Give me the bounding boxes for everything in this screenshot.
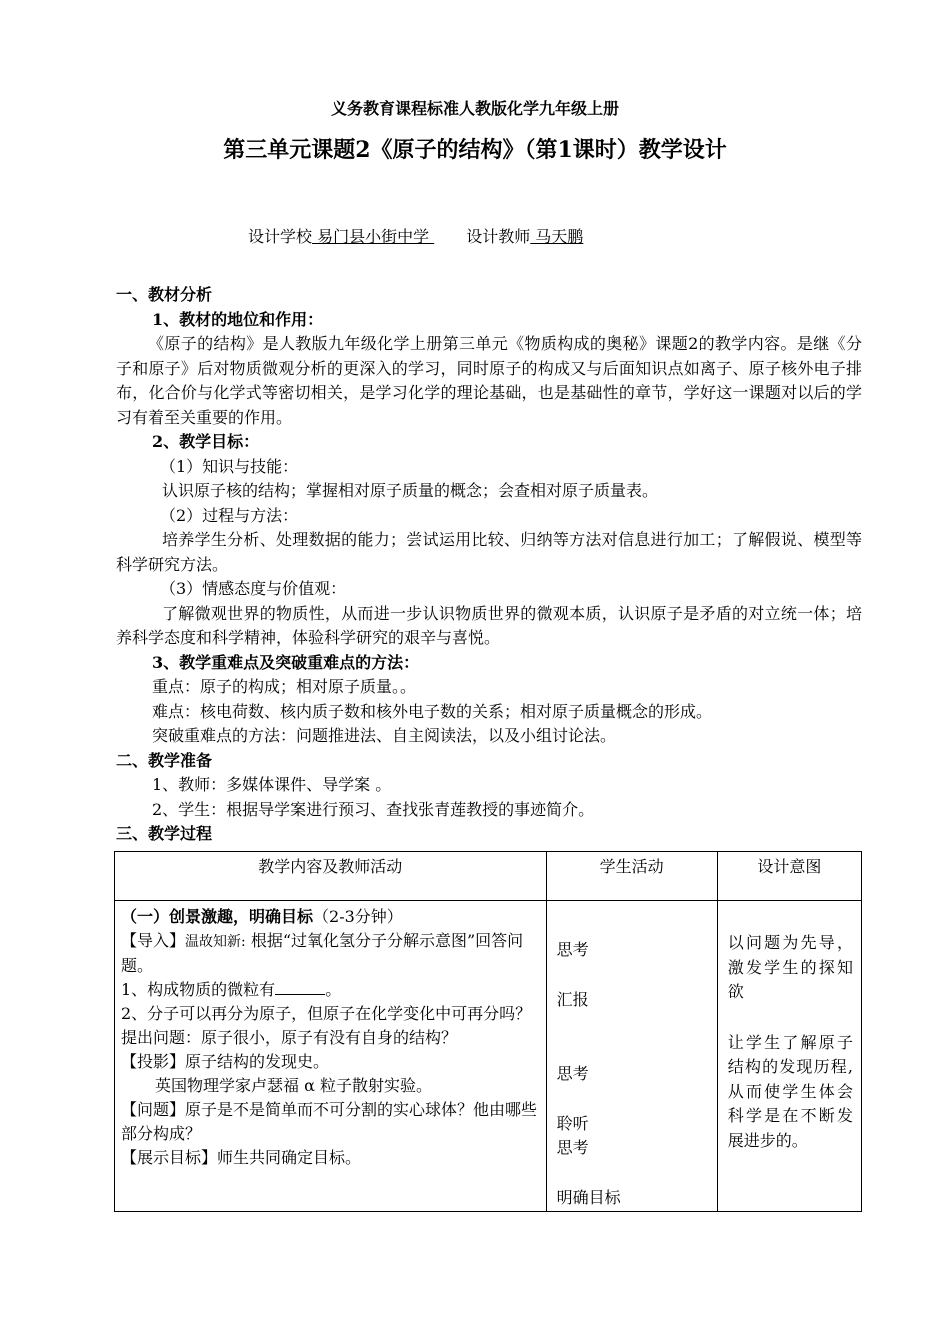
student-activity: 汇报 bbox=[556, 990, 589, 1009]
content-line: 1、构成物质的微粒有 bbox=[121, 980, 276, 999]
student-activity: 聆听 bbox=[556, 1114, 589, 1133]
school-name: 易门县小街中学 bbox=[312, 227, 435, 246]
school-label: 设计学校 bbox=[248, 227, 313, 246]
student-activity: 思考 bbox=[556, 1064, 589, 1083]
subsection-heading: 2、教学目标： bbox=[152, 432, 260, 451]
teacher-name: 马天鹏 bbox=[530, 227, 584, 246]
column-header: 设计意图 bbox=[717, 852, 861, 901]
process-table bbox=[114, 851, 862, 1212]
method-text: 突破重难点的方法：问题推进法、自主阅读法，以及小组讨论法。 bbox=[152, 726, 617, 745]
objective-text: 了解微观世界的物质性，从而进一步认识物质世界的微观本质，认识原子是矛盾的对立统一体；培养科学态度和科学精神，体验科学研究的艰辛与喜悦。 bbox=[116, 603, 862, 647]
subsection-heading: 3、教学重难点及突破重难点的方法： bbox=[152, 652, 420, 672]
document-subtitle: 义务教育课程标准人教版化学九年级上册 bbox=[330, 99, 619, 118]
column-header: 教学内容及教师活动 bbox=[115, 852, 547, 901]
student-activity-cell bbox=[546, 901, 717, 1212]
tag-note: 温故知新: bbox=[185, 934, 246, 950]
objective-label: （1）知识与技能： bbox=[160, 456, 299, 476]
student-activity: 思考 bbox=[556, 1138, 589, 1157]
teacher-activity-cell: （一）创景激趣，明确目标（2-3分钟） 【导入】温故知新: 根据“过氧化氢分子分解示意图”回答问题。 1、构成物质的微粒有 。 2、分子可以再分为原子，但原子在化学变化中可再分吗？ 提出问题：原子很小，原子有没有自身的结构？ 【投影】原子结构的发现史。 英国物理学家卢瑟福 α 粒子散射实验。 【问题】原子是不是简单而不可分割的实心球体？他由哪些部分构成？ 【展示目标】师生共同确定目标。 bbox=[115, 901, 547, 1212]
content-line: 提出问题：原子很小，原子有没有自身的结构？ bbox=[121, 1028, 458, 1047]
objective-text: 培养学生分析、处理数据的能力；尝试运用比较、归纳等方法对信息进行加工；了解假说、模型等科学研究方法。 bbox=[116, 530, 862, 574]
document-title: 第三单元课题2《原子的结构》（第1课时）教学设计 bbox=[223, 137, 727, 163]
content-line: 英国物理学家卢瑟福 α 粒子散射实验。 bbox=[155, 1076, 432, 1095]
section-heading: 三、教学过程 bbox=[116, 824, 213, 843]
column-header: 学生活动 bbox=[546, 852, 717, 901]
student-activity: 明确目标 bbox=[556, 1188, 621, 1207]
design-intent-cell bbox=[717, 901, 861, 1212]
prep-teacher: 1、教师：多媒体课件、导学案 。 bbox=[152, 775, 392, 794]
teacher-label: 设计教师 bbox=[466, 227, 531, 246]
step-title: （一）创景激趣，明确目标 bbox=[121, 907, 314, 926]
difficult-point: 难点：核电荷数、核内质子数和核外电子数的关系；相对原子质量概念的形成。 bbox=[152, 701, 713, 721]
table-header-row bbox=[115, 852, 862, 901]
content-line: 2、分子可以再分为原子，但原子在化学变化中可再分吗？ bbox=[121, 1004, 532, 1023]
document-body bbox=[116, 283, 862, 847]
content-line: 【投影】原子结构的发现史。 bbox=[121, 1052, 330, 1071]
table-row bbox=[115, 901, 862, 1212]
fill-blank bbox=[275, 980, 325, 995]
objective-label: （2）过程与方法： bbox=[160, 505, 299, 525]
section-heading: 一、教材分析 bbox=[116, 285, 213, 304]
paragraph: 《原子的结构》是人教版九年级化学上册第三单元《物质构成的奥秘》课题2的教学内容。是继《分子和原子》后对物质微观分析的更深入的学习，同时原子的构成又与后面知识点如离子、原子核外电子排布，化合价与化学式等密切相关，是学习化学的理论基础，也是基础性的章节，学好这一课题对以后的学习有着至关重要的作用。 bbox=[116, 334, 862, 427]
design-intent: 让学生了解原子结构的发现历程,从而使学生体会科学是在不断发展进步的。 bbox=[727, 1032, 853, 1150]
content-line: 根据“过氧化氢分子分解示意图”回答问题。 bbox=[121, 931, 524, 975]
student-activity: 思考 bbox=[556, 940, 589, 959]
design-intent: 以问题为先导，激发学生的探知欲 bbox=[727, 933, 853, 1001]
content-line: 【展示目标】师生共同确定目标。 bbox=[121, 1148, 362, 1167]
objective-label: （3）情感态度与价值观： bbox=[160, 579, 347, 598]
key-point: 重点：原子的构成；相对原子质量。。 bbox=[152, 677, 417, 696]
tag: 【导入】 bbox=[121, 931, 186, 950]
designer-line bbox=[248, 225, 583, 249]
step-time: （2-3分钟） bbox=[313, 907, 403, 926]
subsection-heading: 1、教材的地位和作用： bbox=[152, 309, 324, 329]
section-heading: 二、教学准备 bbox=[116, 750, 213, 770]
prep-student: 2、学生：根据导学案进行预习、查找张青莲教授的事迹简介。 bbox=[152, 799, 595, 819]
objective-text: 认识原子核的结构；掌握相对原子质量的概念；会查相对原子质量表。 bbox=[162, 481, 659, 500]
content-line: 【问题】原子是不是简单而不可分割的实心球体？他由哪些部分构成？ bbox=[121, 1100, 538, 1143]
